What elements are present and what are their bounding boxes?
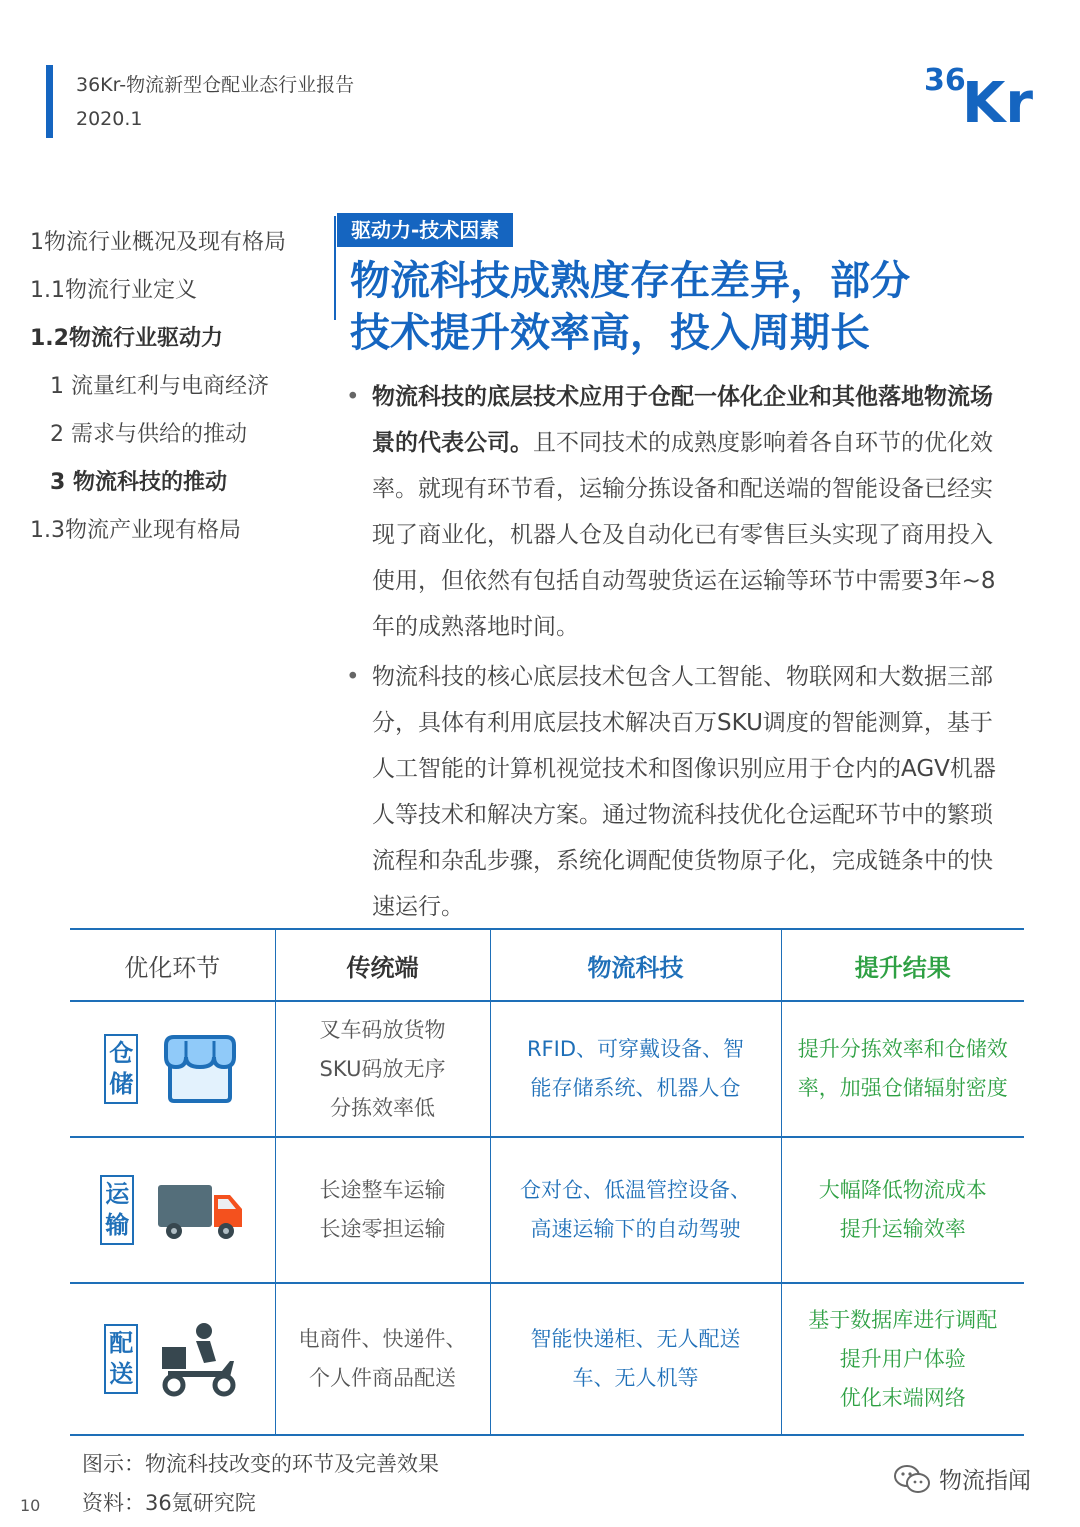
36kr-logo [922,56,1042,126]
bullet-1-bold: 物流科技的底层技术应用于仓配一体化企业和其他落地物流场景的代表公司。 [372,384,993,456]
headline-line-1: 物流科技成熟度存在差异，部分 [350,258,910,304]
delivery-scooter-icon [160,1321,240,1397]
header-segment: 优化环节 [70,929,275,1001]
toc-item-1-2[interactable]: 1.2物流行业驱动力 [30,326,223,351]
report-title: 36Kr-物流新型仓配业态行业报告 [76,74,355,96]
toc-item-1-1[interactable]: 1.1物流行业定义 [30,278,197,303]
table-row-delivery [70,1283,1024,1435]
text-line: 高速运输下的自动驾驶 [530,1217,741,1241]
bullet-item-1 [346,374,996,650]
text-line: 智能快递柜、无人配送 [530,1327,741,1351]
section-divider [334,216,336,320]
text-line: 电商件、快递件、 [298,1327,467,1351]
result-cell [781,1137,1024,1283]
text-line: 基于数据库进行调配 [808,1307,998,1332]
svg-text:36: 36 [924,63,966,98]
wechat-icon [893,1463,931,1495]
text-line: 优化末端网络 [839,1385,966,1410]
text-line: 仓对仓、低温管控设备、 [520,1178,751,1202]
text-line: 大幅降低物流成本 [818,1178,987,1202]
segment-label-warehouse: 仓储 [104,1034,138,1104]
toc-item-1-2-1[interactable]: 1 流量红利与电商经济 [50,374,269,399]
toc-item-1[interactable]: 1物流行业概况及现有格局 [30,230,286,255]
segment-label-delivery: 配送 [104,1324,138,1394]
traditional-cell [275,1137,490,1283]
table-header-row [70,929,1024,1001]
segment-cell [70,1001,275,1137]
text-line: 提升运输效率 [839,1217,966,1241]
text-line: 提升分拣效率和仓储效 [797,1037,1008,1061]
traditional-cell [275,1283,490,1435]
segment-label-transport: 运输 [100,1175,134,1245]
tech-cell [490,1137,781,1283]
toc-item-1-2-3[interactable]: 3 物流科技的推动 [50,470,227,495]
text-line: 长途整车运输 [319,1178,446,1202]
truck-icon [156,1179,244,1241]
toc-item-1-2-2[interactable]: 2 需求与供给的推动 [50,422,247,447]
text-line: 率，加强仓储辐射密度 [797,1076,1008,1100]
optimization-table [70,928,1024,1436]
headline-line-2: 技术提升效率高，投入周期长 [350,310,870,356]
tech-cell [490,1001,781,1137]
page-number: 10 [20,1496,41,1515]
figure-source: 资料：36氪研究院 [82,1491,256,1515]
bullet-dot-icon: • [346,664,360,690]
result-cell [781,1001,1024,1137]
watermark-text: 物流指闻 [939,1468,1031,1494]
segment-cell [70,1137,275,1283]
bullet-list [346,374,996,934]
section-tag: 驱动力-技术因素 [337,213,513,247]
bullet-item-2 [346,654,996,930]
table-row-warehouse [70,1001,1024,1137]
bullet-2-text: 物流科技的核心底层技术包含人工智能、物联网和大数据三部分，具体有利用底层技术解决百万SKU调度的智能测算，基于人工智能的计算机视觉技术和图像识别应用于仓内的AGV机器人等技术和解决方案。通过物流科技优化仓运配环节中的繁琐流程和杂乱步骤，系统化调配使货物原子化，完成链条中的快速运行。 [372,664,996,920]
text-line: RFID、可穿戴设备、智 [526,1037,745,1061]
page-headline [350,255,1030,359]
text-line: 车、无人机等 [572,1366,699,1390]
text-line: SKU码放无序 [319,1056,446,1081]
store-icon [160,1033,240,1105]
text-line: 能存储系统、机器人仓 [530,1076,741,1100]
header-result: 提升结果 [781,929,1024,1001]
table-of-contents [30,226,330,562]
bullet-1-text: 且不同技术的成熟度影响着各自环节的优化效率。就现有环节看，运输分拣设备和配送端的智能设备已经实现了商业化，机器人仓及自动化已有零售巨头实现了商用投入使用，但依然有包括自动驾驶货运在运输等环节中需要3年~8年的成熟落地时间。 [372,430,996,640]
table-row-transport [70,1137,1024,1283]
tech-cell [490,1283,781,1435]
watermark [893,1462,1031,1495]
text-line: 提升用户体验 [839,1346,966,1371]
traditional-cell [275,1001,490,1137]
header-tech: 物流科技 [490,929,781,1001]
svg-text:Kr: Kr [962,71,1034,126]
segment-cell [70,1283,275,1435]
toc-item-1-3[interactable]: 1.3物流产业现有格局 [30,518,241,543]
text-line: 叉车码放货物 [319,1017,446,1042]
report-date: 2020.1 [76,108,143,130]
bullet-dot-icon: • [346,384,360,410]
result-cell [781,1283,1024,1435]
text-line: 个人件商品配送 [309,1366,456,1390]
header-accent-bar [46,65,53,138]
text-line: 分拣效率低 [330,1095,435,1120]
figure-caption: 图示：物流科技改变的环节及完善效果 [82,1452,439,1476]
header-traditional: 传统端 [275,929,490,1001]
text-line: 长途零担运输 [319,1217,446,1241]
